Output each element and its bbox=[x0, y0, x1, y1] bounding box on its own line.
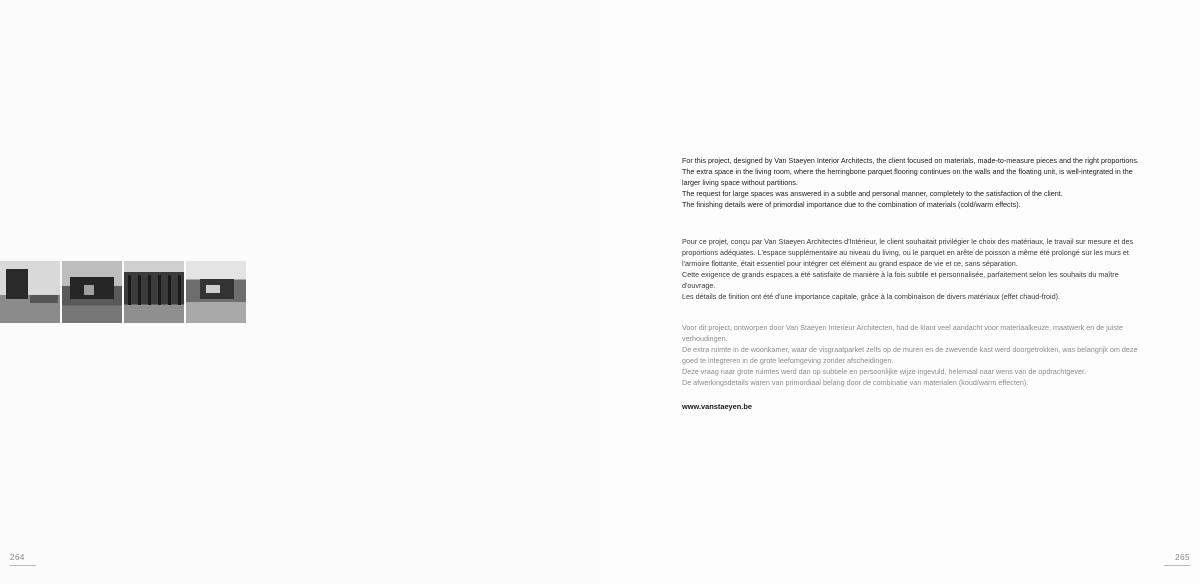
dutch-text bbox=[682, 322, 1148, 388]
interior-photo bbox=[0, 261, 60, 323]
french-text bbox=[682, 236, 1148, 302]
facade-photo bbox=[124, 261, 184, 323]
photo-strip bbox=[0, 261, 246, 323]
page-number-rule bbox=[10, 565, 36, 566]
text-line: Deze vraag naar grote ruimtes werd dan op subtiele en persoonlijke wijze ingevuld, helemaal naar wens van de opdrachtgever. bbox=[682, 367, 1086, 376]
text-line: Pour ce projet, conçu par Van Staeyen Architectes d'Intérieur, le client souhaitait privilégier le choix des matériaux, le travail sur mesure et des proportions adéquates. L'espace supplémentaire au niveau du living, ou le parquet en arête de poisson a même été prolongé sur les murs et l'armoire flottante, était essentiel pour intégrer cet élément au grand espace de vie et ce, sans séparation. bbox=[682, 237, 1134, 268]
page-number-left: 264 bbox=[10, 553, 25, 562]
text-line: For this project, designed by Van Staeyen Interior Architects, the client focused on materials, made-to-measure pieces and the right proportions. bbox=[682, 156, 1139, 165]
text-line: Les détails de finition ont été d'une importance capitale, grâce à la combinaison de divers matériaux (effet chaud-froid). bbox=[682, 292, 1060, 301]
text-line: The finishing details were of primordial importance due to the combination of materials (cold/warm effects). bbox=[682, 200, 1021, 209]
text-line: Cette exigence de grands espaces a été satisfaite de manière à la fois subtile et personnalisée, parfaitement selon les souhaits du maître d'ouvrage. bbox=[682, 270, 1119, 290]
english-text bbox=[682, 155, 1148, 210]
page-number-right: 265 bbox=[1175, 553, 1190, 562]
text-line: De afwerkingsdetails waren van primordiaal belang door de combinatie van materialen (koud/warm effecten). bbox=[682, 378, 1029, 387]
terrace-photo bbox=[186, 261, 246, 323]
project-description bbox=[682, 155, 1148, 414]
page-number-rule bbox=[1164, 565, 1190, 566]
text-line: De extra ruimte in de woonkamer, waar de visgraatparket zelfs op de muren en de zwevende kast werd doorgetrokken, was belangrijk om deze goed te integreren in de grote leefomgeving zonder afscheidingen. bbox=[682, 345, 1138, 365]
text-line: The extra space in the living room, where the herringbone parquet flooring continues on the walls and the floating unit, is well-integrated in the larger living space without partitions. bbox=[682, 167, 1133, 187]
house-exterior-photo bbox=[62, 261, 122, 323]
text-line: The request for large spaces was answered in a subtle and personal manner, completely to the satisfaction of the client. bbox=[682, 189, 1063, 198]
website-link[interactable]: www.vanstaeyen.be bbox=[682, 402, 752, 411]
text-line: Voor dit project, ontworpen door Van Staeyen Interieur Architecten, had de klant veel aandacht voor materiaalkeuze, maatwerk en de juiste verhoudingen. bbox=[682, 323, 1123, 343]
